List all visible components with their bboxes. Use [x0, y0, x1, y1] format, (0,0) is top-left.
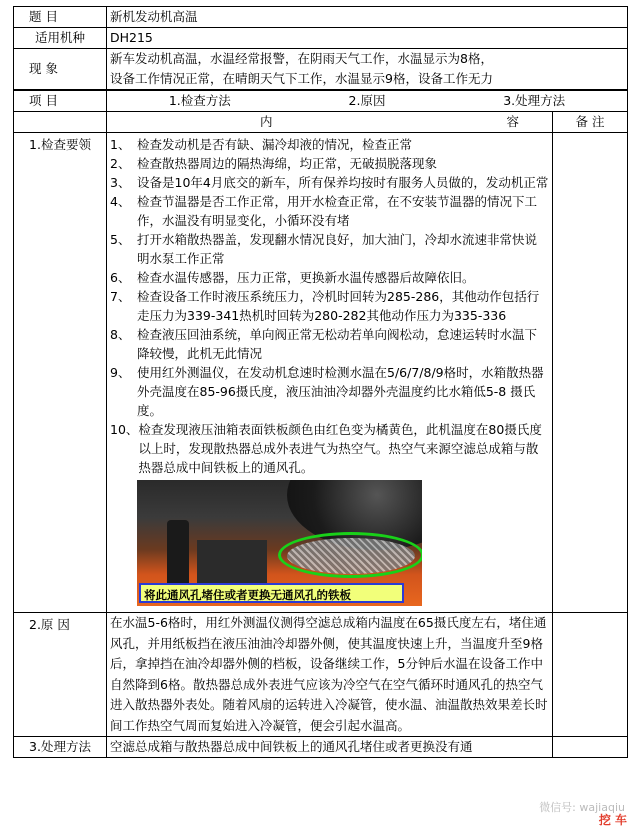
check-remark	[553, 133, 628, 613]
check-step-number: 10、	[110, 422, 139, 437]
check-step	[110, 325, 549, 363]
check-step-number: 8、	[110, 327, 131, 342]
fix-label: 3.处理方法	[14, 737, 107, 758]
fix-row	[14, 737, 628, 758]
fix-remark	[553, 737, 628, 758]
heading-check-method: 1.检查方法	[168, 93, 231, 108]
watermark-brand: 挖 车	[598, 813, 627, 827]
check-step-text: 检查水温传感器，压力正常，更换新水温传感器后故障依旧。	[137, 270, 475, 285]
check-row	[14, 133, 628, 613]
check-step-number: 9、	[110, 365, 131, 380]
title-label: 题 目	[29, 9, 58, 24]
cause-row	[14, 613, 628, 737]
content-header	[110, 112, 549, 132]
model-row	[14, 28, 628, 49]
check-step-text: 检查设备工作时液压系统压力，冷机时回转为285-286，其他动作包括行走压力为339-341热机时回转为280-282其他动作压力为335-336	[137, 289, 540, 323]
fix-text: 空滤总成箱与散热器总成中间铁板上的通风孔堵住或者更换没有通	[107, 737, 553, 758]
model-value: DH215	[107, 28, 628, 49]
check-step-text: 使用红外测温仪，在发动机怠速时检测水温在5/6/7/8/9格时，水箱散热器外壳温度在85-96摄氏度，液压油油冷却器外壳温度约比水箱低5-8 摄氏度。	[137, 365, 544, 418]
check-step-text: 检查散热器周边的隔热海绵，均正常，无破损脱落现象	[137, 156, 438, 171]
check-step	[110, 363, 549, 420]
check-step-number: 4、	[110, 194, 131, 209]
symptom-line-2: 设备工作情况正常，在晴朗天气下工作，水温显示9格，设备工作无力	[110, 71, 493, 86]
cause-remark	[553, 613, 628, 737]
content-header-char2: 容	[506, 114, 519, 129]
check-step-number: 2、	[110, 156, 131, 171]
content-header-row	[14, 112, 628, 133]
title-value: 新机发动机高温	[107, 7, 628, 28]
check-step-number: 5、	[110, 232, 131, 247]
title-row	[14, 7, 628, 28]
check-step	[110, 230, 549, 268]
photo-caption: 将此通风孔堵住或者更换无通风孔的铁板	[139, 583, 404, 603]
cause-text: 在水温5-6格时，用红外测温仪测得空滤总成箱内温度在65摄氏度左右，堵住通风孔，并用纸板挡在液压油油冷却器外侧，使其温度快速上升，当温度升至9格后，拿掉挡在油冷却器外侧的档板，设备继续工作，5分钟后水温在设备工作中自然降到6格。散热器总成外表进气应该为冷空气在空气循环时通风孔的热空气进入散热器外表处。随着风扇的运转进入冷凝管，使水温、油温散热效果差长时间工作热空气周而复始进入冷凝管，便会引起水温高。	[107, 613, 553, 737]
check-step-text: 检查节温器是否工作正常，用开水检查正常，在不安装节温器的情况下工作，水温没有明显变化，小循环没有堵	[137, 194, 538, 228]
check-step	[110, 268, 549, 287]
check-step	[110, 135, 549, 154]
fault-report-form	[13, 6, 628, 758]
check-step-number: 7、	[110, 289, 131, 304]
items-row	[14, 90, 628, 112]
check-step	[110, 173, 549, 192]
radiator-photo	[137, 480, 422, 606]
symptom-label: 现 象	[29, 61, 58, 76]
items-headings	[110, 91, 624, 111]
check-step	[110, 192, 549, 230]
content-header-char1: 内	[260, 114, 273, 129]
symptom-row	[14, 49, 628, 91]
check-step	[110, 420, 549, 477]
check-step-text: 检查液压回油系统，单向阀正常无松动若单向阀松动，怠速运转时水温下降较慢，此机无此情况	[137, 327, 538, 361]
cause-label: 2.原 因	[29, 617, 70, 632]
check-label: 1.检查要领	[14, 133, 107, 613]
check-steps	[110, 135, 549, 477]
check-step-number: 1、	[110, 137, 131, 152]
check-step-number: 6、	[110, 270, 131, 285]
model-label: 适用机种	[14, 28, 107, 49]
items-label: 项 目	[29, 93, 58, 108]
check-step	[110, 154, 549, 173]
check-step-text: 打开水箱散热器盖，发现翻水情况良好，加大油门，冷却水流速非常快说明水泵工作正常	[137, 232, 538, 266]
check-step	[110, 287, 549, 325]
watermark-text: 微信号: wajiaqiu	[539, 801, 625, 814]
check-step-text: 检查发动机是否有缺、漏冷却液的情况，检查正常	[137, 137, 413, 152]
remark-header: 备 注	[553, 112, 628, 133]
symptom-line-1: 新车发动机高温，水温经常报警，在阴雨天气工作，水温显示为8格，	[110, 51, 493, 66]
highlight-ellipse	[278, 532, 422, 578]
heading-treatment: 3.处理方法	[503, 93, 566, 108]
heading-cause: 2.原因	[348, 93, 386, 108]
check-step-number: 3、	[110, 175, 131, 190]
check-step-text: 设备是10年4月底交的新车，所有保养均按时有服务人员做的，发动机正常	[137, 175, 549, 190]
check-step-text: 检查发现液压油箱表面铁板颜色由红色变为橘黄色，此机温度在80摄氏度以上时，发现散热器总成外表进气为热空气。热空气来源空滤总成箱与散热器总成中间铁板上的通风孔。	[138, 422, 542, 475]
